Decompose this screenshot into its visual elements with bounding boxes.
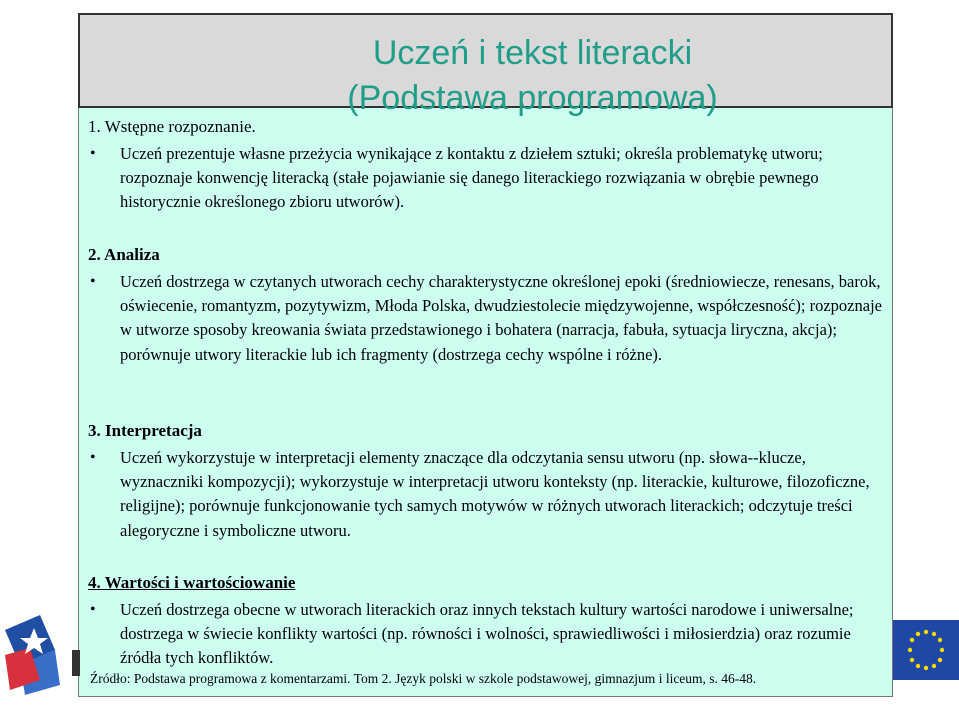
section-1-text: Uczeń prezentuje własne przeżycia wynikające z kontaktu z dziełem sztuki; określa problematykę utworu; rozpoznaje konwencję literacką (stałe pojawianie się danego literackiego rozwiązania w obrębie pewnego historycznie określonego zbioru utworów). bbox=[120, 144, 823, 212]
bullet-2: • bbox=[90, 273, 96, 290]
section-4-heading: 4. Wartości i wartościowanie bbox=[88, 573, 296, 592]
source-citation: Źródło: Podstawa programowa z komentarzami. Tom 2. Język polski w szkole podstawowej, gimnazjum i liceum, s. 46-48. bbox=[90, 671, 757, 686]
section-3-heading: 3. Interpretacja bbox=[88, 421, 202, 440]
eu-flag-icon bbox=[893, 620, 959, 700]
bullet-4: • bbox=[90, 601, 96, 618]
title-line-1: Uczeń i tekst literacki bbox=[372, 34, 693, 72]
section-4-text: Uczeń dostrzega obecne w utworach literackich oraz innych tekstach kultury wartości narodowe i uniwersalne; dostrzega w świecie konflikty wartości (np. równości i wolności, sprawiedliwości i miłosierdzia) oraz rozumie źródła tych konfliktów. bbox=[120, 600, 854, 668]
title-line-2: (Podstawa programowa) bbox=[347, 79, 718, 117]
section-3-text: Uczeń wykorzystuje w interpretacji elementy znaczące dla odczytania sensu utworu (np. słowa--klucze, wyznaczniki kompozycji); wykorzystuje w interpretacji utworu konteksty (np. literackie, kulturowe, filozoficzne, religijne); porównuje funkcjonowanie tych samych motywów w różnych utworach literackich; odczytuje treści alegoryczne i symboliczne utworu. bbox=[120, 448, 870, 540]
bullet-3: • bbox=[90, 449, 96, 466]
section-2-heading: 2. Analiza bbox=[88, 245, 160, 264]
section-1-heading: 1. Wstępne rozpoznanie. bbox=[88, 117, 256, 136]
section-2-text: Uczeń dostrzega w czytanych utworach cechy charakterystyczne określonej epoki (średniowiecze, renesans, barok, oświecenie, romantyzm, pozytywizm, Młoda Polska, dwudziestolecie międzywojenne, współczesność); rozpoznaje w utworze sposoby kreowania świata przedstawionego i bohatera (narracja, fabuła, sytuacja liryczna, akcja); porównuje utwory literackie lub ich fragmenty (dostrzega cechy wspólne i różne). bbox=[120, 272, 882, 364]
capital-logo-icon bbox=[0, 610, 80, 705]
title-box bbox=[78, 13, 893, 117]
bullet-1: • bbox=[90, 145, 96, 162]
